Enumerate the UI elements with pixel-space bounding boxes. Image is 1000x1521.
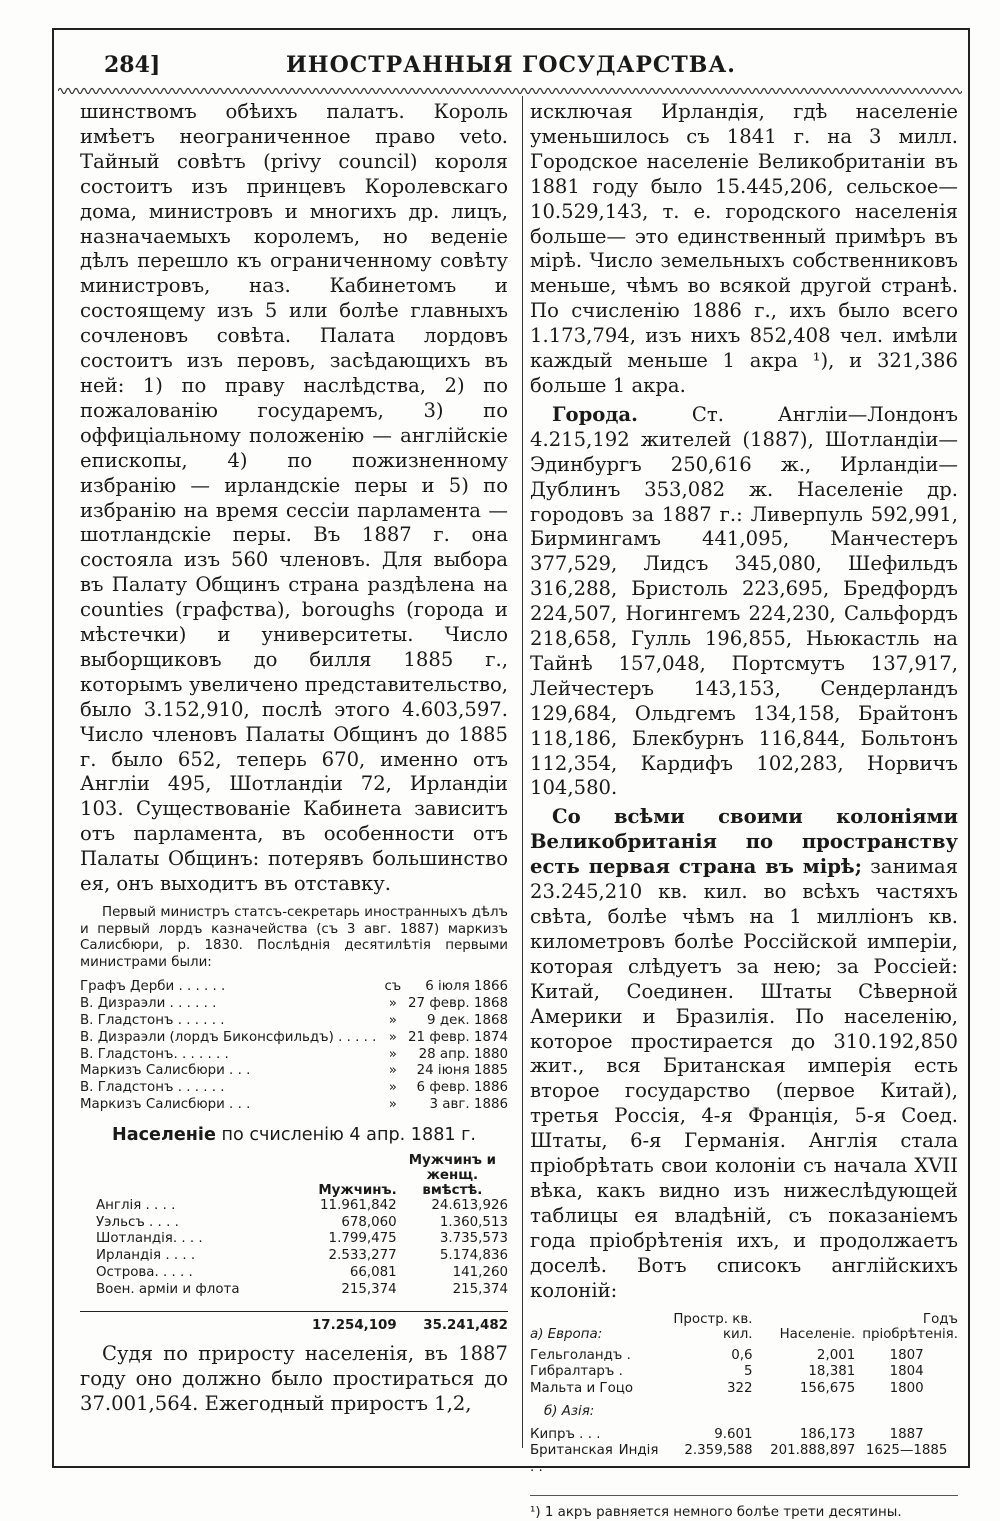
colony-area: 5 [744, 1364, 753, 1380]
minister-row [80, 1080, 508, 1097]
colony-row [530, 1427, 958, 1444]
running-title: ИНОСТРАННЫЯ ГОСУДАРСТВА. [286, 52, 736, 78]
ministers-table [80, 979, 508, 1113]
region-name: Ирландія . . . . [96, 1248, 196, 1264]
group-europe: а) Европа: [530, 1326, 603, 1342]
minister-date: 24 іюня 1885 [416, 1063, 508, 1079]
colony-name: Гибралтаръ . [530, 1364, 623, 1380]
men-value: 678,060 [341, 1214, 397, 1230]
minister-row [80, 1013, 508, 1030]
header-wavy-rule [58, 84, 962, 98]
minister-date: 9 дек. 1868 [427, 1012, 508, 1028]
minister-prep: » [388, 1063, 397, 1079]
population-row [80, 1265, 508, 1282]
minister-prep: » [388, 996, 397, 1012]
colony-pop: 186,173 [799, 1426, 856, 1442]
colony-name: Гельголандъ . [530, 1347, 631, 1363]
both-value: 141,260 [452, 1264, 508, 1280]
minister-name: В. Дизраэли (лордъ Биконсфильдъ) . . . . . [80, 1029, 377, 1045]
colony-year: 1804 [889, 1364, 924, 1380]
minister-date: 6 февр. 1886 [416, 1080, 508, 1096]
colony-year: 1800 [889, 1381, 924, 1397]
colony-pop: 201.888,897 [770, 1443, 856, 1459]
both-value: 1.360,513 [439, 1214, 508, 1230]
minister-row [80, 996, 508, 1013]
minister-name: В. Гладстонъ . . . . . . [80, 1080, 225, 1096]
region-name: Шотландія. . . . [96, 1231, 203, 1247]
men-value: 66,081 [349, 1264, 397, 1280]
colony-pop: 18,381 [808, 1364, 856, 1380]
colony-row [530, 1364, 958, 1381]
minister-name: Маркизъ Салисбюри . . . [80, 1063, 251, 1079]
total-men: 17.254,109 [285, 1311, 396, 1334]
colony-area: 9.601 [714, 1426, 753, 1442]
prime-minister-note: Первый министръ статсъ-секретарь иностранныхъ дѣлъ и первый лордъ казначейства (съ 3 авг. 1887) маркизъ Салисбюри, р. 1830. Послѣднія десятилѣтія первыми министрами были: [80, 905, 508, 970]
minister-prep: съ [384, 979, 402, 995]
minister-name: В. Гладстонъ. . . . . . . [80, 1046, 229, 1062]
right-column [530, 100, 958, 1521]
minister-name: Графъ Дерби . . . . . . [80, 979, 226, 995]
colonies-paragraph: Со всѣми своими колоніями Великобританія по пространству есть первая страна въ мірѣ; занимая 23.245,210 кв. кил. во всѣхъ частяхъ свѣта, болѣе чѣмъ на 1 милліонъ кв. километровъ болѣе Россійской имперіи, которая слѣдуетъ за нею; за Россіей: Китай, Соединен. Штаты Сѣверной Америки и Бразилія. По населенію, которое простирается до 310.192,850 жит., вся Британская имперія есть второе государство (первое Китай), третья Россія, 4-я Франція, 5-я Соед. Штаты, 6-я Германія. Англія стала пріобрѣтать свои колоніи съ начала XVII вѣка, какъ видно изъ нижеслѣдующей таблицы ея владѣній, съ показаніемъ года пріобрѣтенія ихъ, и продолжаетъ доселѣ. Вотъ списокъ англійскихъ колоній: [530, 805, 958, 1302]
colony-name: Британская Индія . . [530, 1443, 659, 1476]
left-column [80, 100, 508, 1417]
colonies-table [530, 1312, 958, 1478]
region-name: Англія . . . . [96, 1197, 176, 1213]
colony-name: Кипръ . . . [530, 1426, 601, 1442]
colony-row [530, 1381, 958, 1398]
group-asia: б) Азія: [544, 1403, 595, 1419]
column-divider [522, 96, 523, 1448]
col-year-header: Годъ пріобрѣтенія. [862, 1311, 958, 1342]
colony-area: 0,6 [731, 1347, 753, 1363]
cities-paragraph: Города. Ст. Англіи—Лондонъ 4.215,192 жителей (1887), Шотландіи—Эдинбургъ 250,616 ж., Ирландіи—Дублинъ 353,082 ж. Населеніе др. городовъ за 1887 г.: Ливерпуль 592,991, Бирмингамъ 441,095, Манчестеръ 377,529, Лидсъ 345,080, Шефильдъ 316,288, Бристоль 223,695, Бредфордъ 224,507, Ногингемъ 224,230, Сальфордъ 218,658, Гулль 196,855, Ньюкастль на Тайнѣ 157,048, Портсмутъ 137,917, Лейчестеръ 143,153, Сендерландъ 129,684, Ольдгемъ 134,158, Брайтонъ 118,186, Блекбурнъ 116,844, Больтонъ 112,354, Кардифъ 102,283, Норвичъ 104,580. [530, 402, 958, 800]
both-value: 3.735,573 [439, 1231, 508, 1247]
region-name: Воен. арміи и флота [96, 1281, 240, 1297]
col-both-header: Мужчинъ и женщ. вмѣстѣ. [408, 1152, 497, 1198]
both-value: 24.613,926 [431, 1197, 508, 1213]
men-value: 11.961,842 [320, 1197, 397, 1213]
colony-year: 1807 [889, 1347, 924, 1363]
minister-name: В. Гладстонъ . . . . . . [80, 1012, 225, 1028]
col-men-header: Мужчинъ. [318, 1182, 397, 1198]
minister-name: В. Дизраэли . . . . . . [80, 996, 217, 1012]
page-number: 284] [104, 52, 161, 78]
population-row [80, 1248, 508, 1265]
region-name: Уэльсъ . . . . [96, 1214, 179, 1230]
minister-prep: » [388, 1080, 397, 1096]
minister-prep: » [388, 1012, 397, 1028]
colony-row [530, 1348, 958, 1365]
population-heading: Населеніе по счисленію 4 апр. 1881 г. [111, 1124, 477, 1145]
minister-prep: » [388, 1046, 397, 1062]
men-value: 1.799,475 [328, 1231, 397, 1247]
parliament-paragraph: шинствомъ обѣихъ палатъ. Король имѣетъ неограниченное право veto. Тайный совѣтъ (privy council) короля состоитъ изъ принцевъ Королевскаго дома, министровъ и многихъ др. лицъ, назначаемыхъ королемъ, но веденіе дѣлъ перешло къ ограниченному совѣту министровъ, наз. Кабинетомъ и состоящему изъ 5 или болѣе главныхъ сочленовъ совѣта. Палата лордовъ состоитъ изъ перовъ, засѣдающихъ въ ней: 1) по праву наслѣдства, 2) по пожалованію государемъ, 3) по оффиціальному положенію — англійскіе епископы, 4) по пожизненному избранію — ирландскіе перы и 5) по избранію на время сессіи парламента — шотландскіе перы. Въ 1887 г. она состояла изъ 560 членовъ. Для выбора въ Палату Общинъ страна раздѣлена на counties (графства), boroughs (города и мѣстечки) и университеты. Число выборщиковъ до билля 1885 г., которымъ увеличено представительство, было 3.152,910, послѣ этого 4.603,597. Число членовъ Палаты Общинъ до 1885 г. было 652, теперь 670, именно отъ Англіи 495, Шотландіи 72, Ирландіи 103. Существованіе Кабинета зависитъ отъ парламента, въ особенности отъ Палаты Общинъ: потерявъ большинство ея, онъ выходитъ въ отставку. [80, 100, 508, 896]
colony-area: 322 [726, 1381, 753, 1397]
colony-area: 2.359,588 [684, 1443, 753, 1459]
colony-pop: 156,675 [799, 1381, 856, 1397]
minister-row [80, 1097, 508, 1114]
urban-paragraph: исключая Ирландія, гдѣ населеніе уменьшилось съ 1841 г. на 3 милл. Городское населеніе Великобританіи въ 1881 году было 15.445,206, сельское— 10.529,143, т. е. городского населенія больше— это единственный примѣръ въ мірѣ. Число земельныхъ собственниковъ меньше, чѣмъ во всякой другой странѣ. По счисленію 1886 г., ихъ было всего 1.173,794, изъ нихъ 852,408 чел. имѣли каждый меньше 1 акра ¹), и 321,386 больше 1 акра. [530, 100, 958, 397]
colony-row [530, 1443, 958, 1477]
minister-row [80, 1063, 508, 1080]
population-table [80, 1153, 508, 1335]
men-value: 215,374 [341, 1281, 397, 1297]
minister-row [80, 979, 508, 996]
footnote: ¹) 1 акръ равняется немного болѣе трети десятины. [530, 1495, 958, 1521]
both-value: 5.174,836 [439, 1248, 508, 1264]
minister-date: 21 февр. 1874 [408, 1029, 508, 1045]
minister-row [80, 1047, 508, 1064]
minister-name: Маркизъ Салисбюри . . . [80, 1096, 251, 1112]
population-row [80, 1215, 508, 1232]
colony-name: Мальта и Гоцо [530, 1381, 634, 1397]
minister-date: 6 іюля 1866 [425, 979, 508, 995]
population-row [80, 1282, 508, 1299]
col-area-header: Простр. кв. кил. [673, 1311, 753, 1342]
growth-paragraph: Судя по приросту населенія, въ 1887 году оно должно было простираться до 37.001,564. Ежегодный приростъ 1,2, [80, 1342, 508, 1416]
minister-date: 28 апр. 1880 [418, 1046, 508, 1062]
colony-year: 1625—1885 [865, 1443, 948, 1459]
colony-year: 1887 [889, 1426, 924, 1442]
minister-prep: » [388, 1029, 397, 1045]
minister-row [80, 1030, 508, 1047]
minister-date: 27 февр. 1868 [408, 996, 508, 1012]
both-value: 215,374 [452, 1281, 508, 1297]
minister-date: 3 авг. 1886 [429, 1096, 508, 1112]
population-row [80, 1198, 508, 1215]
population-row [80, 1231, 508, 1248]
region-name: Острова. . . . . [96, 1264, 193, 1280]
colony-pop: 2,001 [816, 1347, 856, 1363]
minister-prep: » [388, 1096, 397, 1112]
col-pop-header: Населеніе. [779, 1326, 856, 1342]
page-header [52, 40, 970, 84]
men-value: 2.533,277 [328, 1248, 397, 1264]
total-both: 35.241,482 [397, 1311, 508, 1334]
